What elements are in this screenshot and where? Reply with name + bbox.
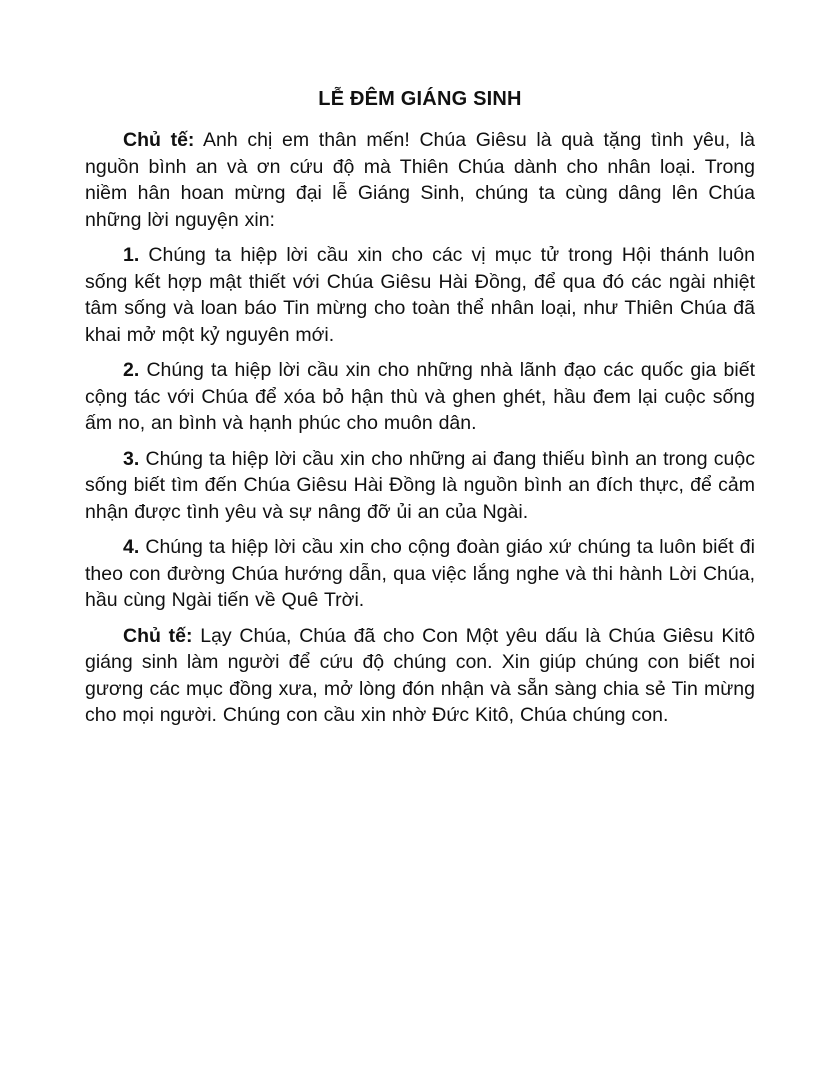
paragraph-petition-3 — [85, 446, 755, 526]
paragraph-celebrant-closing — [85, 623, 755, 729]
paragraph-body: Chúng ta hiệp lời cầu xin cho những nhà lãnh đạo các quốc gia biết cộng tác với Chúa để xóa bỏ hận thù và ghen ghét, hầu đem lại cuộc sống ấm no, an bình và hạnh phúc cho muôn dân. — [85, 359, 755, 434]
paragraph-body: Chúng ta hiệp lời cầu xin cho cộng đoàn giáo xứ chúng ta luôn biết đi theo con đường Chúa hướng dẫn, qua việc lắng nghe và thi hành Lời Chúa, hầu cùng Ngài tiến về Quê Trời. — [85, 536, 755, 611]
paragraph-lead-label: Chủ tế: — [123, 624, 193, 647]
paragraph-lead-label: 3. — [123, 447, 140, 470]
paragraph-lead-label: Chủ tế: — [123, 129, 195, 151]
paragraph-body: Anh chị em thân mến! Chúa Giêsu là quà tặng tình yêu, là nguồn bình an và ơn cứu độ mà Thiên Chúa dành cho nhân loại. Trong niềm hân hoan mừng đại lễ Giáng Sinh, chúng ta cùng dâng lên Chúa những lời nguyện xin: — [85, 129, 756, 231]
paragraph-body: Lạy Chúa, Chúa đã cho Con Một yêu dấu là Chúa Giêsu Kitô giáng sinh làm người để cứu độ chúng con. Xin giúp chúng con biết noi gương các mục đồng xưa, mở lòng đón nhận và sẵn sàng chia sẻ Tin mừng cho mọi người. Chúng con cầu xin nhờ Đức Kitô, Chúa chúng con. — [85, 624, 755, 726]
paragraph-lead-label: 2. — [123, 359, 140, 381]
page-title: LỄ ĐÊM GIÁNG SINH — [318, 88, 522, 110]
paragraph-celebrant-intro — [85, 127, 755, 233]
paragraph-petition-1 — [85, 242, 755, 348]
paragraph-lead-label: 4. — [123, 536, 140, 558]
paragraph-body: Chúng ta hiệp lời cầu xin cho những ai đang thiếu bình an trong cuộc sống biết tìm đến Chúa Giêsu Hài Đồng là nguồn bình an đích thực, để cảm nhận được tình yêu và sự nâng đỡ ủi an của Ngài. — [85, 447, 755, 523]
paragraph-petition-4 — [85, 534, 755, 614]
paragraph-body: Chúng ta hiệp lời cầu xin cho các vị mục tử trong Hội thánh luôn sống kết hợp mật thiết với Chúa Giêsu Hài Đồng, để qua đó các ngài nhiệt tâm sống và loan báo Tin mừng cho toàn thể nhân loại, như Thiên Chúa đã khai mở một kỷ nguyên mới. — [85, 244, 755, 346]
paragraph-petition-2 — [85, 357, 755, 437]
paragraph-lead-label: 1. — [123, 244, 140, 266]
